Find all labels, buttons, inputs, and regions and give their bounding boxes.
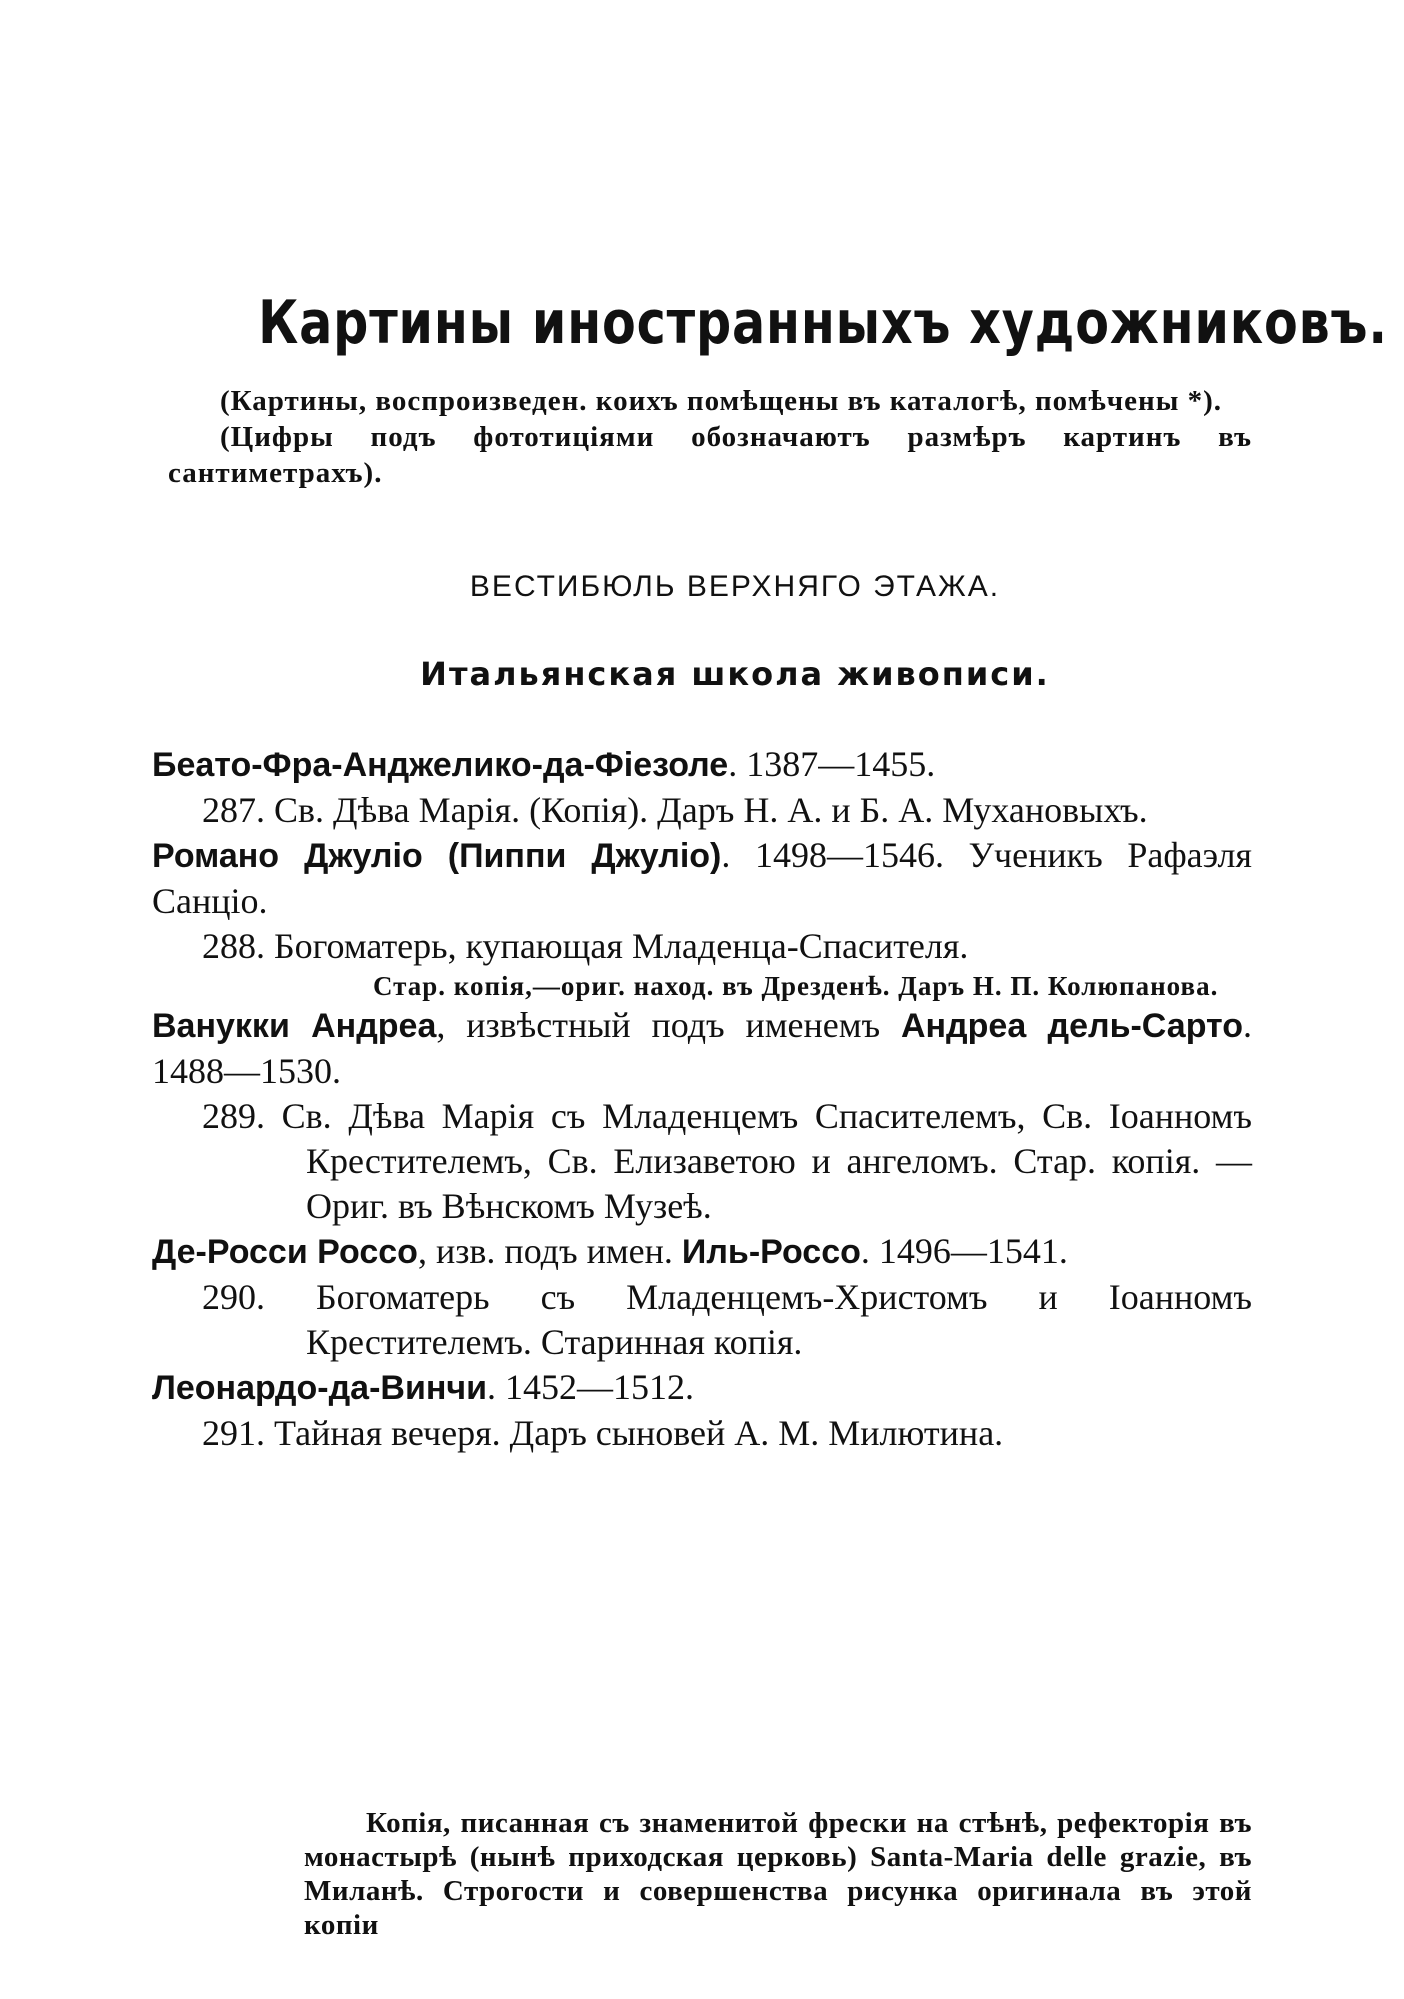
entry-commentary bbox=[304, 1806, 1252, 1942]
artist-dates: . 1387—1455. bbox=[728, 744, 936, 784]
artist-name: Леонардо-да-Винчи bbox=[152, 1369, 488, 1407]
artist-note: , извѣстный подъ именемъ bbox=[436, 1005, 901, 1045]
catalog-entry bbox=[152, 1411, 1252, 1456]
school-heading: Итальянская школа живописи. bbox=[420, 655, 1050, 693]
artist-heading bbox=[152, 742, 1252, 788]
entry-text: Тайная вечеря. Даръ сыновей А. М. Милютина. bbox=[274, 1413, 1004, 1453]
artist-name: Беато-Фра-Анджелико-да-Фіезоле bbox=[152, 746, 729, 784]
catalog-entry bbox=[152, 1275, 1252, 1365]
artist-alias: Андреа дель-Сарто bbox=[900, 1007, 1243, 1045]
hall-heading: ВЕСТИБЮЛЬ ВЕРХНЯГО ЭТАЖА. bbox=[469, 570, 1001, 603]
commentary-text: Копія, писанная съ знаменитой фрески на стѣнѣ, рефекторія въ монастырѣ (нынѣ приходская церковь) Santa-Maria delle grazie, въ Миланѣ. Строгости и совершенства рисунка оригинала въ этой копіи bbox=[304, 1807, 1252, 1941]
artist-heading bbox=[152, 1365, 1252, 1411]
page-title: Картины иностранныхъ художниковъ. bbox=[258, 288, 1388, 358]
entry-number: 289. bbox=[202, 1096, 265, 1136]
catalog-list bbox=[152, 742, 1252, 1456]
note-reproductions: (Картины, воспроизведен. коихъ помѣщены въ каталогѣ, помѣчены *). bbox=[220, 385, 1223, 417]
artist-name: Де-Росси Россо bbox=[152, 1233, 418, 1271]
artist-note: , изв. подъ имен. bbox=[417, 1231, 682, 1271]
entry-text: Богоматерь съ Младенцемъ-Христомъ и Іоанномъ Крестителемъ. Старинная копія. bbox=[306, 1277, 1252, 1362]
catalog-entry bbox=[152, 788, 1252, 833]
artist-name: Романо Джуліо (Пиппи Джуліо) bbox=[152, 837, 722, 875]
entry-number: 288. bbox=[202, 926, 265, 966]
catalog-entry bbox=[152, 1094, 1252, 1229]
artist-heading bbox=[152, 833, 1252, 924]
entry-number: 290. bbox=[202, 1277, 265, 1317]
artist-dates: . 1496—1541. bbox=[860, 1231, 1068, 1271]
artist-heading bbox=[152, 1003, 1252, 1094]
entry-number: 287. bbox=[202, 790, 265, 830]
artist-name: Ванукки Андреа bbox=[152, 1007, 437, 1045]
entry-number: 291. bbox=[202, 1413, 265, 1453]
entry-remark: Стар. копія,—ориг. наход. въ Дрезденѣ. Даръ Н. П. Колюпанова. bbox=[373, 971, 1219, 1001]
artist-dates: . 1452—1512. bbox=[487, 1367, 695, 1407]
artist-alias: Иль-Россо bbox=[681, 1233, 861, 1271]
intro-notes bbox=[168, 383, 1252, 491]
entry-text: Св. Дѣва Марія съ Младенцемъ Спасителемъ, Св. Іоанномъ Крестителемъ, Св. Елизаветою и ангеломъ. Стар. копія. — Ориг. въ Вѣнскомъ Музеѣ. bbox=[281, 1096, 1253, 1226]
entry-text: Богоматерь, купающая Младенца-Спасителя. bbox=[274, 926, 969, 966]
entry-text: Св. Дѣва Марія. (Копія). Даръ Н. А. и Б. А. Мухановыхъ. bbox=[274, 790, 1148, 830]
artist-dates: . 1498—1546. Ученикъ Рафаэля Санціо. bbox=[152, 835, 1252, 921]
catalog-entry bbox=[152, 924, 1252, 969]
note-dimensions: (Цифры подъ фототиціями обозначаютъ размѣръ картинъ въ сантиметрахъ). bbox=[168, 421, 1252, 489]
artist-dates: . 1488—1530. bbox=[152, 1005, 1252, 1091]
artist-heading bbox=[152, 1229, 1252, 1275]
